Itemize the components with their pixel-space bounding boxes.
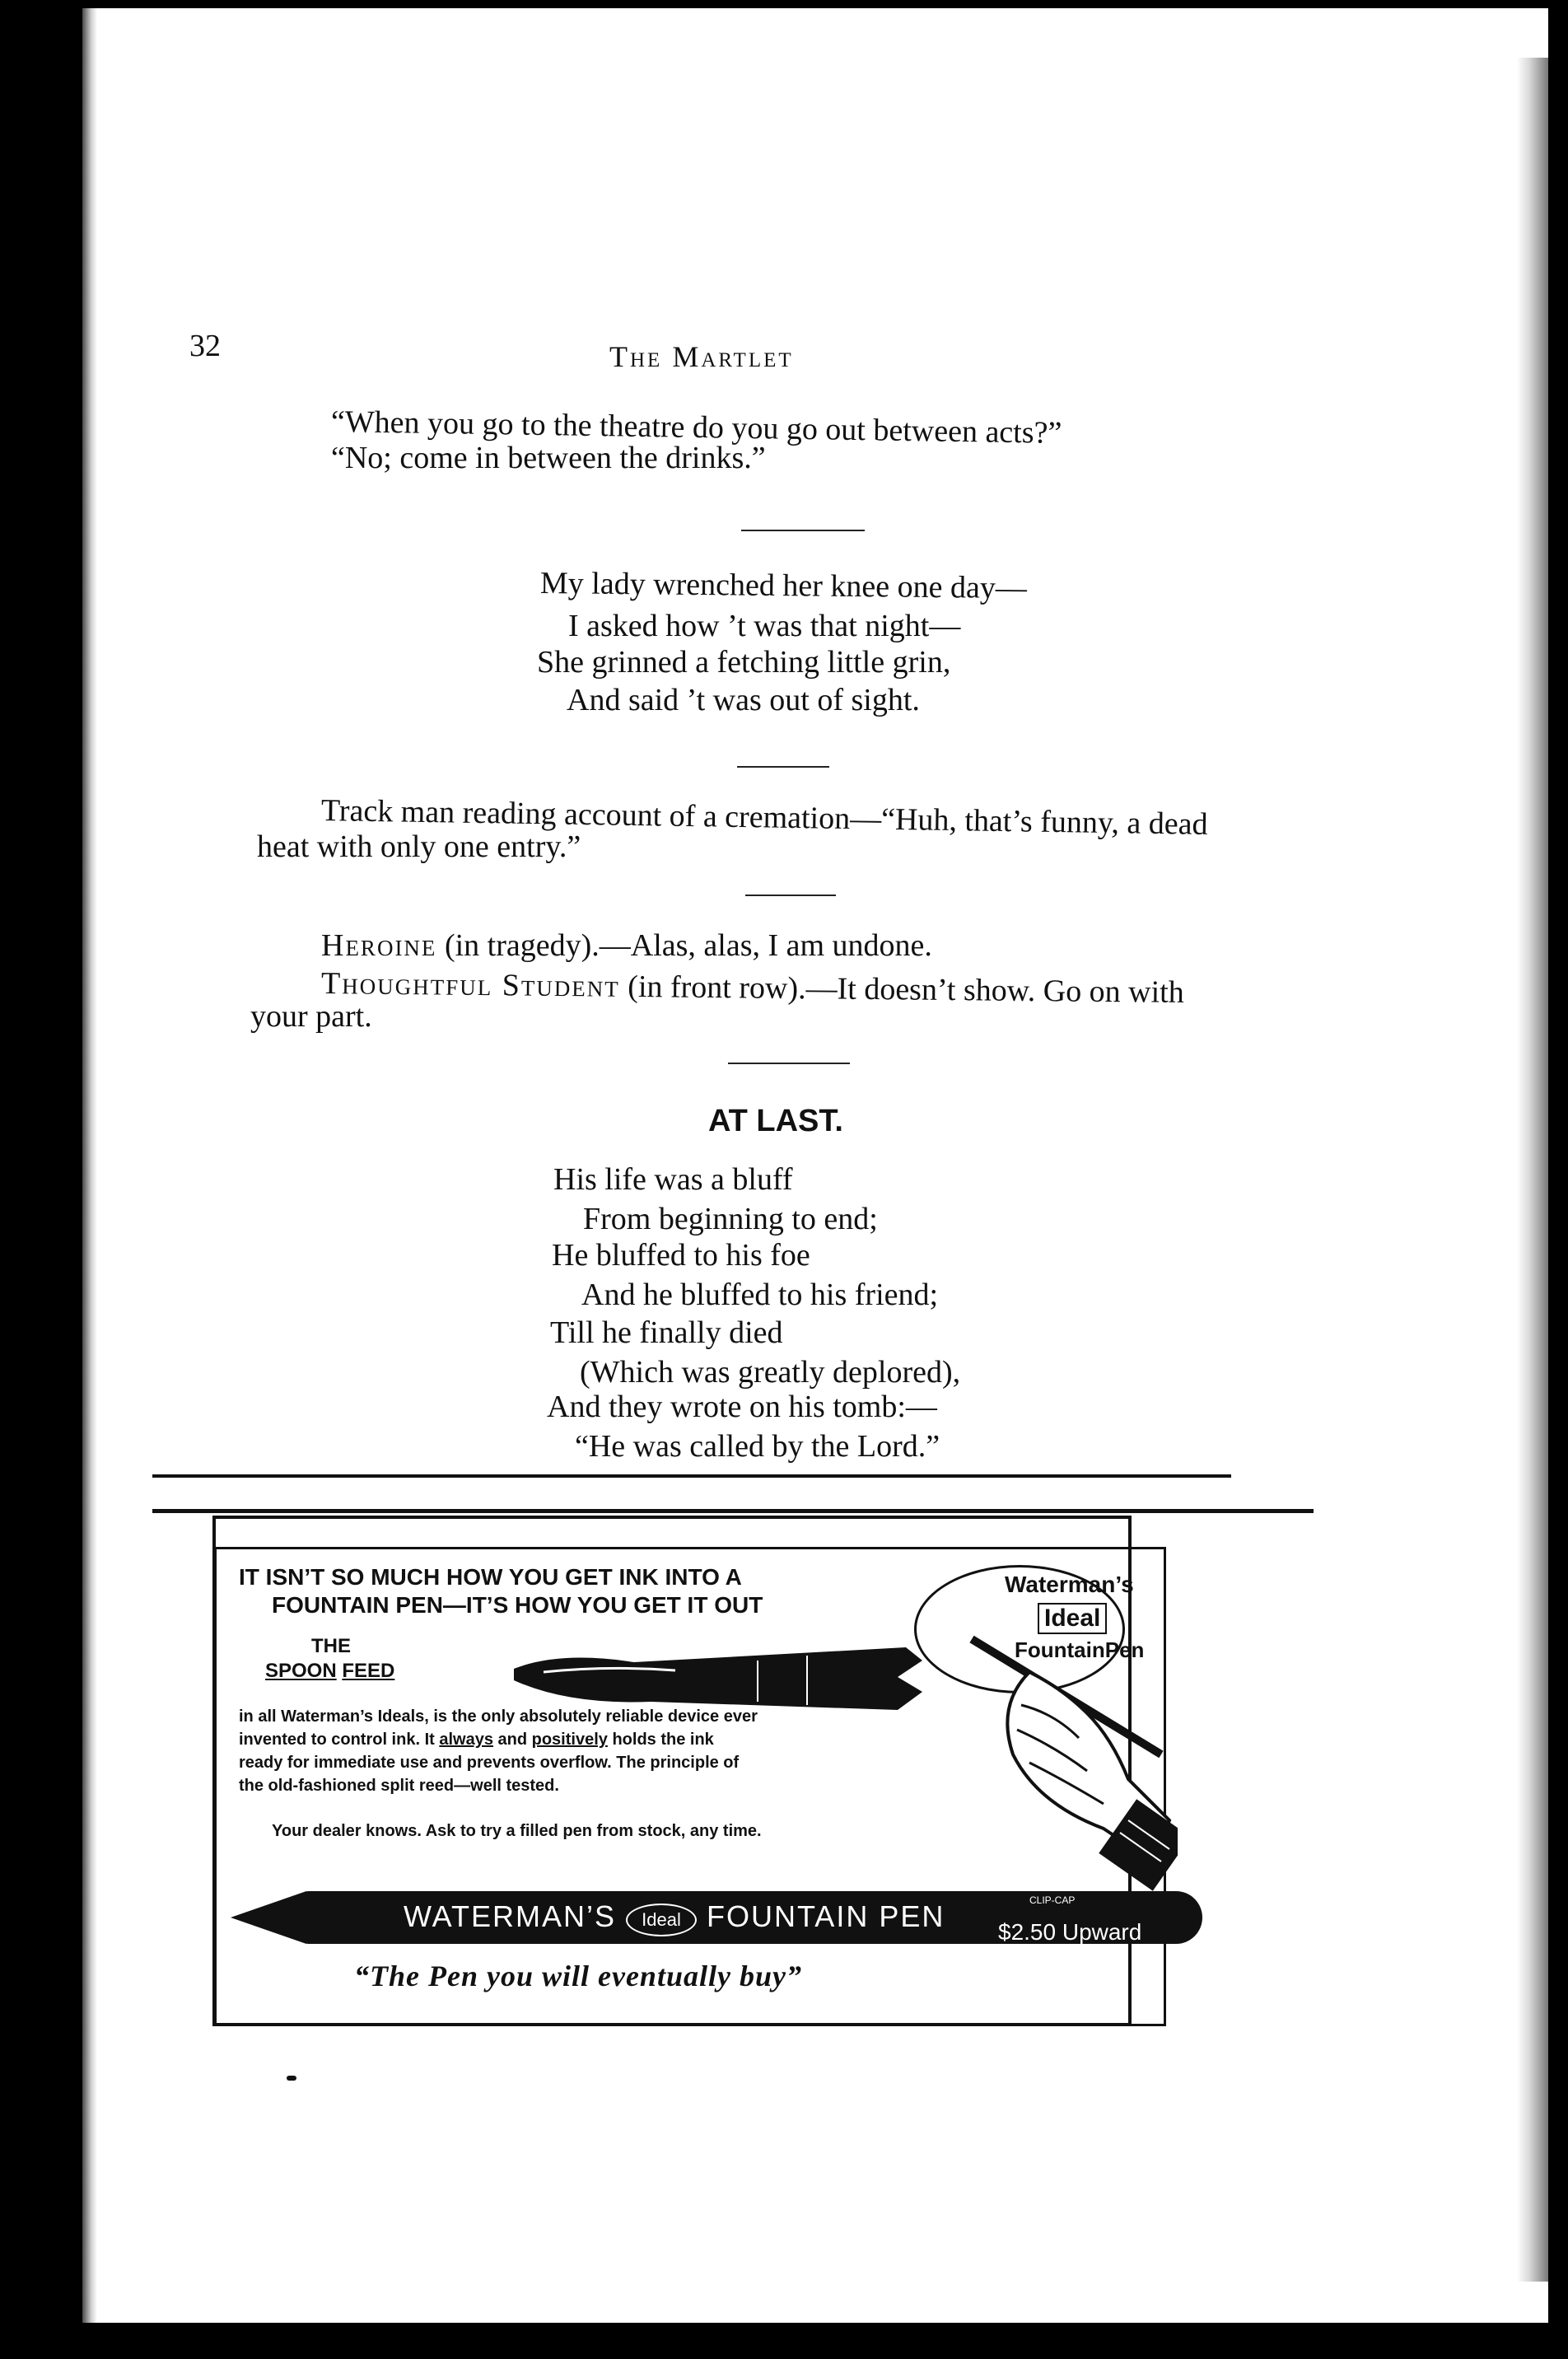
poem1-line3: She grinned a fetching little grin, [537,645,951,680]
joke2-line1: Track man reading account of a cremation—“Huh, that’s funny, a dead [320,793,1208,842]
spoon-word: SPOON [265,1660,337,1682]
logo-line3: FountainPen [1015,1637,1145,1662]
joke1-line1: “When you go to the theatre do you go out between acts?” [330,404,1062,451]
pen-nib-shape [231,1891,306,1944]
joke3-student-cont: your part. [250,999,372,1034]
poem-line-5: Till he finally died [550,1315,783,1350]
pen-price-text: $2.50 Upward [998,1919,1142,1945]
joke1-line2: “No; come in between the drinks.” [331,441,766,475]
feed-word: FEED [342,1660,395,1682]
poem-title: AT LAST. [708,1104,843,1138]
ad-body-line1: in all Waterman’s Ideals, is the only absolutely reliable device ever [239,1707,758,1726]
section-divider [737,766,829,768]
ad-body-line2-a: invented to control ink. It [239,1731,440,1749]
poem-line-7: And they wrote on his tomb:— [547,1390,937,1424]
ad-body-line3: ready for immediate use and prevents overflow. The principle of [239,1754,740,1772]
spoon-feed-label [265,1634,394,1684]
ad-body-copy [239,1705,758,1797]
poem1-line4: And said ’t was out of sight. [567,683,920,717]
pen-ideal-badge: Ideal [626,1904,697,1936]
ad-top-rule [152,1509,1314,1513]
poem-line-2: From beginning to end; [583,1202,878,1236]
joke3-heroine [321,927,932,964]
content-divider [152,1474,1231,1478]
student-line: (in front row).—It doesn’t show. Go on with [619,969,1184,1010]
ad-slogan: “The Pen you will eventually buy” [354,1960,802,1992]
speaker-heroine: Heroine [321,928,437,963]
poem-line-8: “He was called by the Lord.” [575,1429,940,1464]
ad-word-positively: positively [531,1731,608,1749]
poem1-line1: My lady wrenched her knee one day— [539,566,1028,606]
ad-body-line4: the old-fashioned split reed—well tested. [239,1777,559,1795]
running-head: The Martlet [609,340,794,373]
joke2-line2: heat with only one entry.” [257,829,581,864]
page-gutter-shadow [82,8,97,2323]
ad-headline-line1: IT ISN’T SO MUCH HOW YOU GET INK INTO A [239,1564,742,1590]
hand-with-pen-illustration [964,1614,1178,1894]
speaker-student: Thoughtful Student [320,966,621,1004]
pen-brand-text: WATERMAN’S [404,1899,616,1933]
spoon-the: THE [311,1635,351,1657]
logo-line2: Ideal [1038,1603,1107,1634]
ink-speck [287,2076,296,2081]
poem1-line2: I asked how ’t was that night— [568,609,961,643]
ad-headline [239,1563,763,1619]
pen-clip-cap-label: CLIP-CAP [1029,1894,1076,1906]
ad-word-always: always [439,1731,493,1749]
ad-body-line2-c: holds the ink [607,1731,714,1749]
page-edge-shadow [1517,58,1548,2282]
heroine-line: (in tragedy).—Alas, alas, I am undone. [436,928,932,963]
ad-headline-line2: FOUNTAIN PEN—IT’S HOW YOU GET IT OUT [272,1592,763,1618]
poem-line-1: His life was a bluff [553,1162,793,1197]
poem-line-6: (Which was greatly deplored), [580,1355,961,1390]
pen-product-text: FOUNTAIN PEN [707,1899,945,1933]
page-number: 32 [189,329,221,363]
section-divider [741,530,865,531]
section-divider [745,895,836,896]
poem-line-3: He bluffed to his foe [552,1238,810,1273]
ad-dealer-line: Your dealer knows. Ask to try a filled pen from stock, any time. [272,1822,762,1840]
poem-line-4: And he bluffed to his friend; [581,1278,939,1312]
ad-body-line2-b: and [492,1731,532,1749]
section-divider [728,1063,850,1064]
logo-line1: Waterman’s [1005,1572,1134,1597]
